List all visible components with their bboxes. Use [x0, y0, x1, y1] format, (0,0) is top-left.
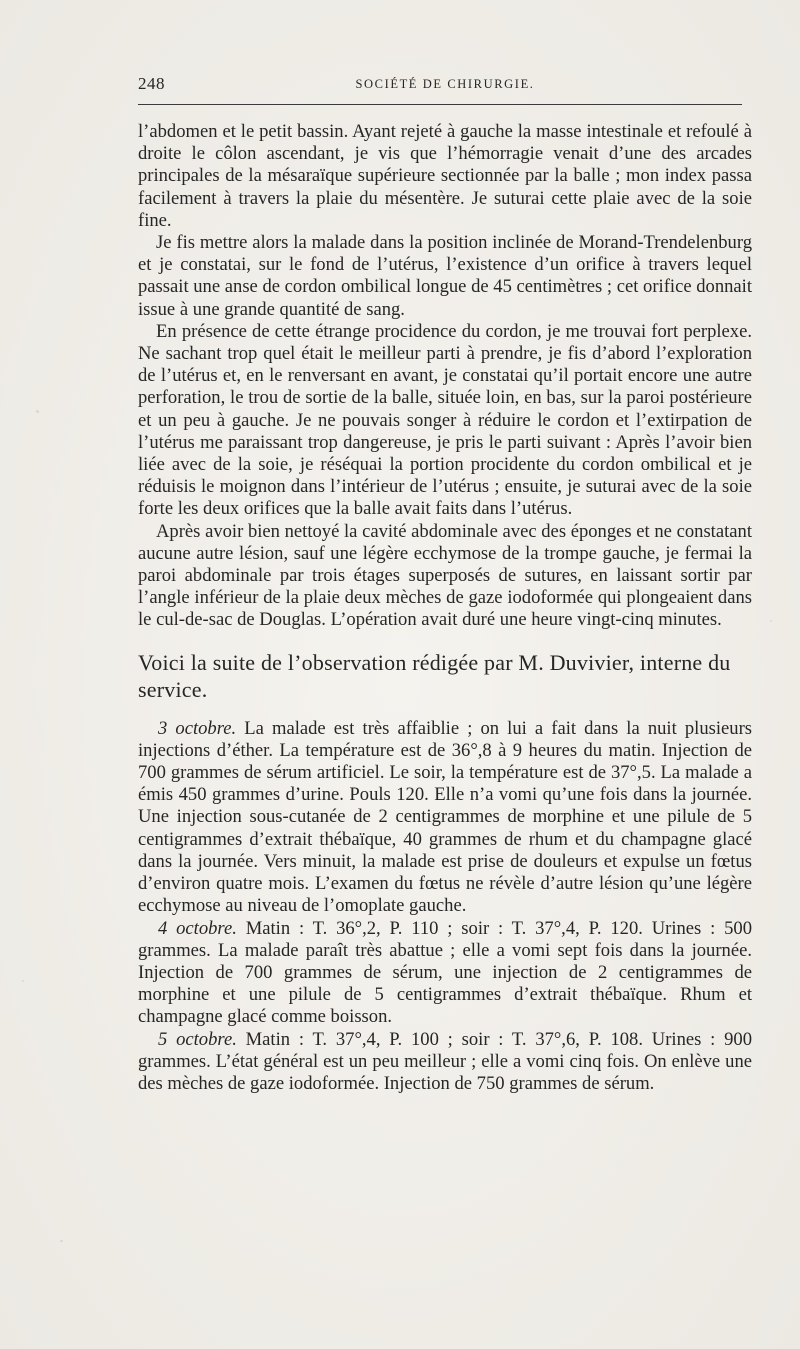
paper-speck — [36, 410, 39, 413]
observation-text: Matin : T. 36°,2, P. 110 ; soir : T. 37°,4, P. 120. Urines : 500 grammes. La malade paraît très abattue ; elle a vomi sept fois dans la journée. Injection de 700 grammes de sérum, une injection de 2 centigrammes de morphine et une pilule de 5 centigrammes d’extrait thébaïque. Rhum et champagne glacé comme boisson. — [138, 917, 752, 1028]
running-title: SOCIÉTÉ DE CHIRURGIE. — [355, 77, 535, 91]
paragraph: l’abdomen et le petit bassin. Ayant rejeté à gauche la masse intestinale et refoulé à droite le côlon ascendant, je vis que l’hémorragie venait d’une des arcades principales de la mésaraïque supérieure sectionnée par la balle ; mon index passa facilement à travers la plaie du mésentère. Je suturai cette plaie avec de la soie fine. — [138, 121, 752, 231]
observation-date: 4 octobre. — [158, 917, 237, 939]
paragraph: Je fis mettre alors la malade dans la position inclinée de Morand-Trendelenburg et je constatai, sur le fond de l’utérus, l’existence d’un orifice à travers lequel passait une anse de cordon ombilical longue de 45 centimètres ; cet orifice donnait issue à une grande quantité de sang. — [138, 232, 752, 320]
header-rule — [138, 104, 742, 105]
paper-speck — [60, 1240, 63, 1242]
observation-date: 5 octobre. — [158, 1028, 237, 1050]
page-number: 248 — [138, 74, 165, 93]
observation-entry — [138, 1029, 752, 1096]
observation-date: 3 octobre. — [158, 717, 237, 739]
observation-text: Matin : T. 37°,4, P. 100 ; soir : T. 37°,6, P. 108. Urines : 900 grammes. L’état général est un peu meilleur ; elle a vomi cinq fois. On enlève une des mèches de gaze iodoformée. Injection de 750 grammes de sérum. — [138, 1028, 752, 1094]
observation-entry — [138, 718, 752, 918]
operation-narrative — [138, 121, 752, 632]
paper-speck — [770, 620, 772, 622]
book-page — [138, 72, 752, 1095]
paper-speck — [22, 980, 24, 982]
observation-log — [138, 718, 752, 1095]
running-head — [138, 72, 752, 100]
paragraph: En présence de cette étrange procidence du cordon, je me trouvai fort perplexe. Ne sachant trop quel était le meilleur parti à prendre, je fis d’abord l’exploration de l’utérus et, en le renversant en avant, je constatai qu’il portait encore une autre perforation, le trou de sortie de la balle, située loin, en bas, sur la paroi postérieure et un peu à gauche. Je ne pouvais songer à réduire le cordon et l’extirpation de l’utérus me paraissant trop dangereuse, je pris le parti suivant : Après l’avoir bien liée avec de la soie, je réséquai la portion procidente du cordon ombilical et je réduisis le moignon dans l’intérieur de l’utérus ; ensuite, je suturai avec de la soie forte les deux orifices que la balle avait faits dans l’utérus. — [138, 320, 752, 520]
observation-text: La malade est très affaiblie ; on lui a fait dans la nuit plusieurs injections d’éther. La température est de 36°,8 à 9 heures du matin. Injection de 700 grammes de sérum artificiel. Le soir, la température est de 37°,5. La malade a émis 450 grammes d’urine. Pouls 120. Elle n’a vomi qu’une fois dans la journée. Une injection sous-cutanée de 2 centigrammes de morphine et une pilule de 5 centigrammes d’extrait thébaïque, 40 grammes de rhum et du champagne glacé dans la journée. Vers minuit, la malade est prise de douleurs et expulse un fœtus d’environ quatre mois. L’examen du fœtus ne révèle d’autre lésion qu’une légère ecchymose au niveau de l’omoplate gauche. — [138, 717, 753, 917]
section-heading: Voici la suite de l’observation rédigée par M. Duvivier, interne du service. — [138, 649, 731, 702]
paragraph: Après avoir bien nettoyé la cavité abdominale avec des éponges et ne constatant aucune autre lésion, sauf une légère ecchymose de la trompe gauche, je fermai la paroi abdominale par trois étages superposés de sutures, en laissant sortir par l’angle inférieur de la plaie deux mèches de gaze iodoformée qui plongeaient dans le cul-de-sac de Douglas. L’opération avait duré une heure vingt-cinq minutes. — [138, 520, 752, 631]
observation-entry — [138, 918, 752, 1029]
